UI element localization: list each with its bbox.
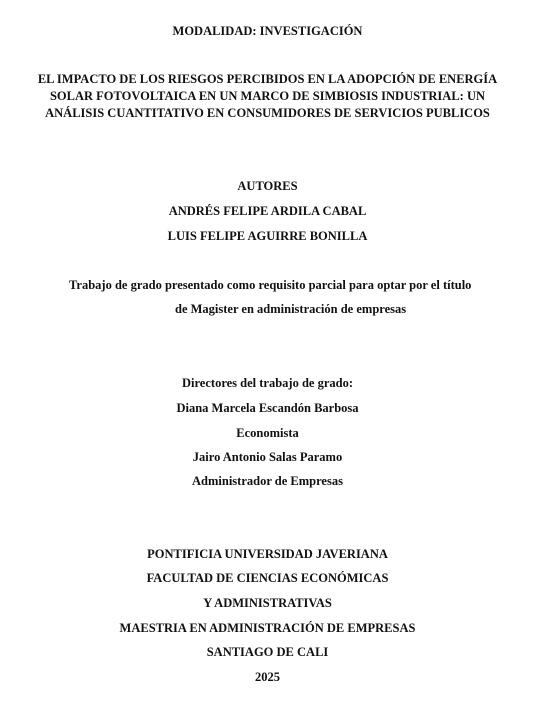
author-name: ANDRÉS FELIPE ARDILA CABAL bbox=[168, 204, 367, 218]
director-line: Economista bbox=[236, 426, 299, 440]
director-line: Jairo Antonio Salas Paramo bbox=[192, 450, 343, 464]
director-line: Diana Marcela Escandón Barbosa bbox=[176, 401, 359, 415]
modalidad-heading: MODALIDAD: INVESTIGACIÓN bbox=[172, 24, 363, 38]
title-line: ANÁLISIS CUANTITATIVO EN CONSUMIDORES DE SERVICIOS PUBLICOS bbox=[45, 106, 490, 120]
directors-heading: Directores del trabajo de grado: bbox=[181, 376, 354, 390]
institution-line: FACULTAD DE CIENCIAS ECONÓMICAS bbox=[146, 571, 389, 585]
year: 2025 bbox=[255, 670, 280, 684]
authors-heading: AUTORES bbox=[237, 179, 298, 193]
purpose-line: de Magister en administración de empresas bbox=[175, 302, 407, 316]
director-line: Administrador de Empresas bbox=[192, 474, 343, 488]
institution-line: SANTIAGO DE CALI bbox=[206, 645, 329, 659]
institution-line: PONTIFICIA UNIVERSIDAD JAVERIANA bbox=[147, 547, 388, 561]
purpose-line: Trabajo de grado presentado como requisito parcial para optar por el título bbox=[69, 278, 472, 292]
title-line: SOLAR FOTOVOLTAICA EN UN MARCO DE SIMBIOSIS INDUSTRIAL: UN bbox=[49, 89, 486, 103]
institution-line: Y ADMINISTRATIVAS bbox=[203, 596, 332, 610]
title-line: EL IMPACTO DE LOS RIESGOS PERCIBIDOS EN LA ADOPCIÓN DE ENERGÍA bbox=[37, 72, 498, 86]
institution-line: MAESTRIA EN ADMINISTRACIÓN DE EMPRESAS bbox=[119, 621, 416, 635]
author-name: LUIS FELIPE AGUIRRE BONILLA bbox=[167, 229, 368, 243]
